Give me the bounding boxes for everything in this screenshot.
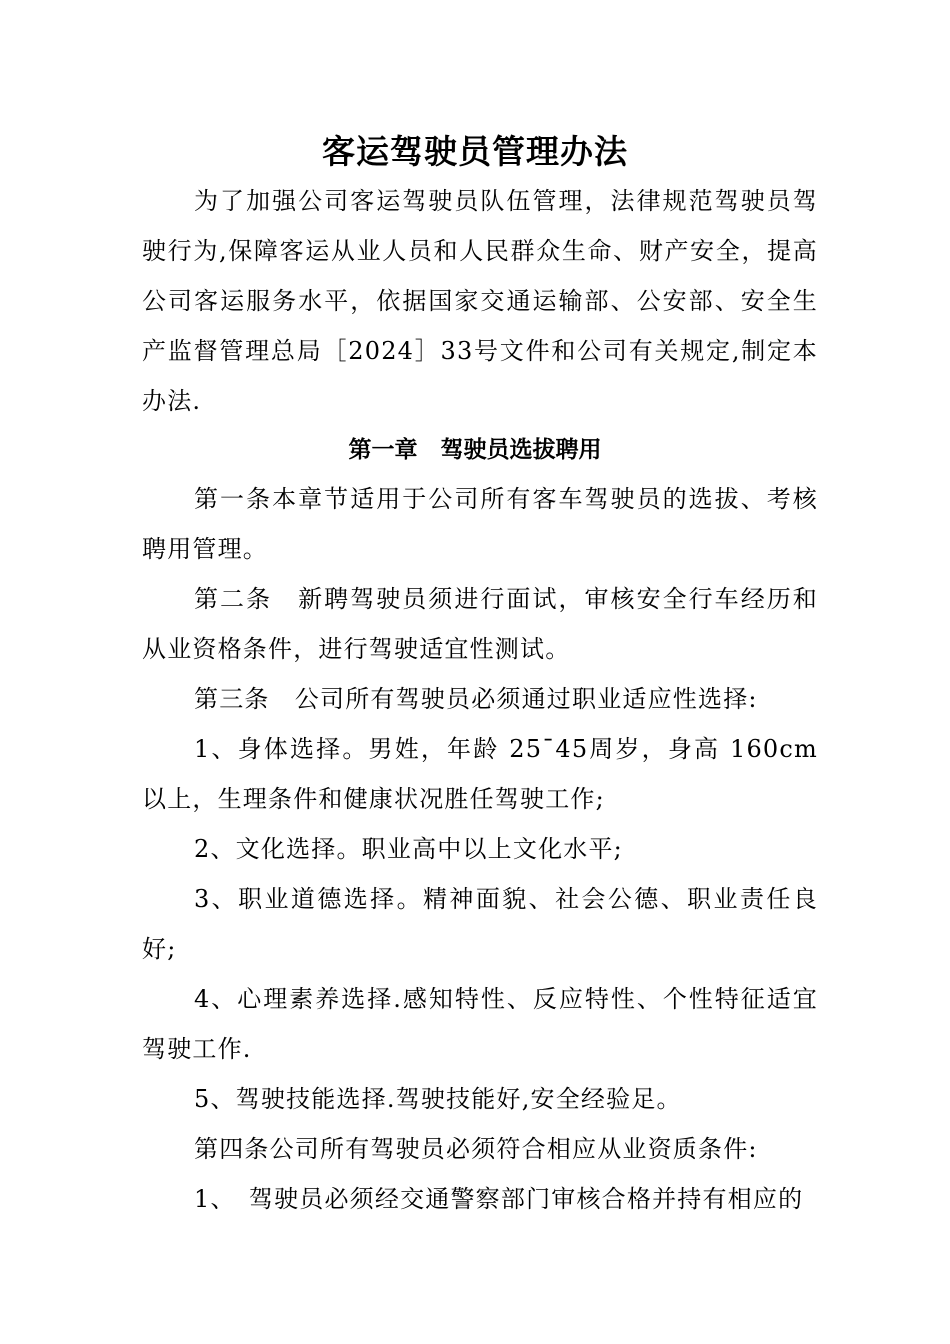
article-3: 第三条 公司所有驾驶员必须通过职业适应性选择: xyxy=(194,685,758,713)
chapter-heading: 第一章 驾驶员选拔聘用 xyxy=(348,437,602,463)
document-title: 客运驾驶员管理办法 xyxy=(322,132,628,171)
article-3-item-4: 4、心理素养选择.感知特性、反应特性、个性特征适宜驾驶工作. xyxy=(142,985,818,1063)
article-4: 第四条公司所有驾驶员必须符合相应从业资质条件: xyxy=(194,1135,758,1163)
article-2: 第二条 新聘驾驶员须进行面试，审核安全行车经历和从业资格条件，进行驾驶适宜性测试。 xyxy=(142,585,818,663)
article-4-item-1: 1、 驾驶员必须经交通警察部门审核合格并持有相应的 xyxy=(194,1185,804,1213)
article-3-item-5: 5、驾驶技能选择.驾驶技能好,安全经验足。 xyxy=(194,1085,682,1113)
article-3-item-1: 1、身体选择。男姓，年龄 25¯45周岁，身高 160cm 以上，生理条件和健康状况胜任驾驶工作; xyxy=(142,735,818,813)
intro-paragraph: 为了加强公司客运驾驶员队伍管理，法律规范驾驶员驾驶行为,保障客运从业人员和人民群众生命、财产安全，提高公司客运服务水平，依据国家交通运输部、公安部、安全生产监督管理总局［2024］33号文件和公司有关规定,制定本办法. xyxy=(142,187,818,415)
article-3-item-2: 2、文化选择。职业高中以上文化水平; xyxy=(194,835,623,863)
article-3-item-3: 3、职业道德选择。精神面貌、社会公德、职业责任良好; xyxy=(142,885,818,963)
article-1: 第一条本章节适用于公司所有客车驾驶员的选拔、考核聘用管理。 xyxy=(142,485,818,563)
